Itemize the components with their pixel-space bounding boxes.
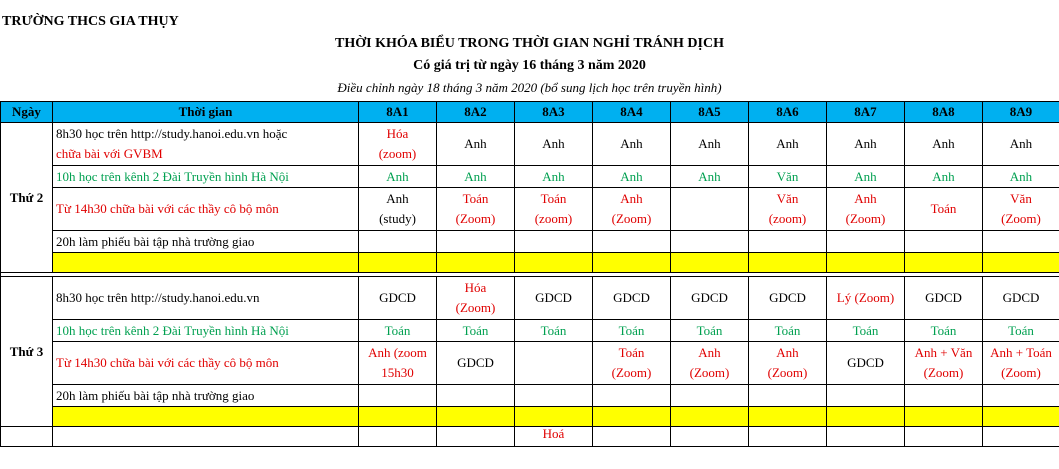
- cell-line: Toán: [462, 322, 489, 338]
- schedule-cell[interactable]: [515, 427, 593, 447]
- cell-line: (Zoom): [611, 365, 652, 380]
- schedule-cell[interactable]: [593, 188, 671, 231]
- schedule-cell[interactable]: [749, 385, 827, 407]
- cell-line: GDCD: [925, 290, 962, 305]
- cell-line: Toán: [462, 191, 489, 206]
- cell-line: GDCD: [535, 290, 572, 305]
- cell-line: (Zoom): [455, 300, 496, 315]
- header-time[interactable]: Thời gian: [53, 102, 359, 123]
- time-slot[interactable]: [53, 123, 359, 166]
- time-slot-line: 10h học trên kênh 2 Đài Truyền hình Hà Nội: [56, 168, 289, 184]
- schedule-cell[interactable]: [671, 166, 749, 188]
- highlight-cell[interactable]: [905, 407, 983, 427]
- highlight-row: [1, 407, 1059, 427]
- schedule-cell[interactable]: [827, 123, 905, 166]
- schedule-cell[interactable]: [827, 277, 905, 320]
- schedule-cell[interactable]: [749, 231, 827, 253]
- schedule-cell[interactable]: [983, 188, 1059, 231]
- schedule-cell[interactable]: [905, 231, 983, 253]
- schedule-cell[interactable]: [437, 188, 515, 231]
- cell-line: Toán: [540, 191, 567, 206]
- header-class-8a6[interactable]: 8A6: [749, 102, 827, 123]
- cell-line: (Zoom): [923, 365, 964, 380]
- schedule-cell[interactable]: [437, 166, 515, 188]
- cell-line: GDCD: [847, 355, 884, 370]
- cell-line: Anh: [464, 136, 487, 151]
- cell-line: (zoom): [768, 211, 807, 226]
- schedule-cell[interactable]: [905, 385, 983, 407]
- time-slot-line: Từ 14h30 chữa bài với các thầy cô bộ môn: [56, 201, 279, 216]
- cell-line: (zoom): [534, 211, 573, 226]
- cell-line: Anh: [932, 136, 955, 151]
- schedule-cell[interactable]: [593, 342, 671, 385]
- schedule-cell[interactable]: [593, 166, 671, 188]
- cell-line: Anh: [854, 191, 877, 206]
- highlight-cell[interactable]: [671, 253, 749, 273]
- header-day[interactable]: Ngày: [1, 102, 53, 123]
- header-class-8a9[interactable]: 8A9: [983, 102, 1059, 123]
- cell-line: Anh: [932, 168, 955, 184]
- cell-line: Văn: [776, 168, 799, 184]
- cell-line: Hóa: [386, 126, 409, 141]
- schedule-cell[interactable]: [671, 277, 749, 320]
- schedule-cell[interactable]: [671, 342, 749, 385]
- empty-cell[interactable]: [53, 427, 359, 447]
- time-slot[interactable]: [53, 342, 359, 385]
- highlight-cell[interactable]: [905, 253, 983, 273]
- cell-line: Anh: [542, 136, 565, 151]
- highlight-cell[interactable]: [827, 253, 905, 273]
- page-title: THỜI KHÓA BIỂU TRONG THỜI GIAN NGHỈ TRÁNH DỊCH: [335, 36, 724, 51]
- schedule-cell[interactable]: [905, 123, 983, 166]
- cell-line: Toán: [930, 201, 957, 216]
- highlight-cell[interactable]: [671, 407, 749, 427]
- schedule-cell[interactable]: [671, 188, 749, 231]
- highlight-cell[interactable]: [53, 407, 359, 427]
- schedule-cell[interactable]: [671, 123, 749, 166]
- cell-line: Anh: [620, 191, 643, 206]
- schedule-cell[interactable]: [905, 188, 983, 231]
- cell-line: (Zoom): [845, 211, 886, 226]
- schedule-cell[interactable]: [359, 231, 437, 253]
- highlight-cell[interactable]: [749, 253, 827, 273]
- highlight-cell[interactable]: [983, 407, 1059, 427]
- time-slot[interactable]: [53, 385, 359, 407]
- schedule-cell[interactable]: [827, 320, 905, 342]
- schedule-cell[interactable]: [437, 320, 515, 342]
- schedule-cell[interactable]: [593, 320, 671, 342]
- schedule-cell[interactable]: [515, 320, 593, 342]
- highlight-cell[interactable]: [515, 253, 593, 273]
- empty-cell[interactable]: [749, 427, 827, 447]
- cell-line: (zoom): [378, 146, 417, 161]
- cell-line: Anh: [620, 168, 643, 184]
- cell-line: GDCD: [769, 290, 806, 305]
- cell-line: Toán: [618, 322, 645, 338]
- cell-line: Anh: [620, 136, 643, 151]
- cell-line: (Zoom): [611, 211, 652, 226]
- schedule-cell[interactable]: [749, 320, 827, 342]
- cell-line: GDCD: [457, 355, 494, 370]
- schedule-cell[interactable]: [437, 385, 515, 407]
- cell-line: Anh: [698, 168, 721, 184]
- highlight-row: [1, 253, 1059, 273]
- time-slot[interactable]: [53, 320, 359, 342]
- cell-line: Anh: [698, 136, 721, 151]
- cell-line: Anh: [1009, 136, 1033, 151]
- schedule-cell[interactable]: [593, 231, 671, 253]
- cell-line: Anh: [776, 136, 799, 151]
- cell-line: Anh: [542, 168, 565, 184]
- cell-line: Hóa: [464, 280, 487, 295]
- school-name: TRƯỜNG THCS GIA THỤY: [2, 14, 179, 29]
- cell-line: Anh: [698, 345, 721, 360]
- empty-cell[interactable]: [671, 427, 749, 447]
- schedule-cell[interactable]: [437, 231, 515, 253]
- schedule-cell[interactable]: [359, 320, 437, 342]
- highlight-cell[interactable]: [515, 407, 593, 427]
- schedule-cell[interactable]: [749, 188, 827, 231]
- schedule-cell[interactable]: [515, 188, 593, 231]
- cell-line: Anh: [854, 168, 877, 184]
- cell-line: Toán: [1008, 322, 1034, 338]
- cell-line: Hoá: [542, 426, 565, 441]
- schedule-cell[interactable]: [671, 231, 749, 253]
- schedule-cell[interactable]: [359, 123, 437, 166]
- cell-line: (study): [379, 211, 416, 226]
- schedule-cell[interactable]: [983, 123, 1059, 166]
- empty-cell[interactable]: [983, 427, 1059, 447]
- empty-cell[interactable]: [827, 427, 905, 447]
- cell-line: Toán: [852, 322, 879, 338]
- highlight-cell[interactable]: [437, 407, 515, 427]
- cell-line: Anh: [776, 345, 799, 360]
- day-label[interactable]: Thứ 3: [1, 277, 53, 427]
- time-slot-line: 20h làm phiếu bài tập nhà trường giao: [56, 233, 255, 249]
- time-slot-line: chữa bài với GVBM: [56, 146, 163, 161]
- schedule-cell[interactable]: [437, 342, 515, 385]
- header-class-8a4[interactable]: 8A4: [593, 102, 671, 123]
- highlight-cell[interactable]: [359, 253, 437, 273]
- highlight-cell[interactable]: [593, 253, 671, 273]
- schedule-cell[interactable]: [905, 320, 983, 342]
- schedule-cell[interactable]: [593, 123, 671, 166]
- schedule-cell[interactable]: [359, 277, 437, 320]
- schedule-cell[interactable]: [983, 166, 1059, 188]
- header-class-8a1[interactable]: 8A1: [359, 102, 437, 123]
- cell-line: Toán: [384, 322, 411, 338]
- schedule-cell[interactable]: [827, 342, 905, 385]
- time-slot-line: Từ 14h30 chữa bài với các thầy cô bộ môn: [56, 355, 279, 370]
- cell-line: Anh: [386, 168, 409, 184]
- time-slot-line: 20h làm phiếu bài tập nhà trường giao: [56, 387, 255, 403]
- cell-line: (Zoom): [1001, 211, 1041, 226]
- highlight-cell[interactable]: [53, 253, 359, 273]
- table-row: [1, 166, 1059, 188]
- schedule-cell[interactable]: [827, 188, 905, 231]
- cell-line: Anh + Toán: [990, 345, 1052, 360]
- schedule-cell[interactable]: [671, 320, 749, 342]
- cell-line: (Zoom): [1001, 365, 1041, 380]
- header-row: [1, 102, 1059, 123]
- header-class-8a7[interactable]: 8A7: [827, 102, 905, 123]
- schedule-cell[interactable]: [359, 385, 437, 407]
- header-class-8a3[interactable]: 8A3: [515, 102, 593, 123]
- schedule-cell[interactable]: [983, 320, 1059, 342]
- cell-line: GDCD: [691, 290, 728, 305]
- schedule-cell[interactable]: [515, 123, 593, 166]
- schedule-cell[interactable]: [827, 166, 905, 188]
- schedule-cell[interactable]: [749, 123, 827, 166]
- table-row: [1, 123, 1059, 166]
- cell-line: Văn: [1010, 191, 1032, 206]
- empty-cell[interactable]: [593, 427, 671, 447]
- time-slot[interactable]: [53, 277, 359, 320]
- cell-line: Anh: [1009, 168, 1033, 184]
- table-row-partial: [1, 427, 1059, 447]
- cell-line: Toán: [930, 322, 957, 338]
- cell-line: Anh (zoom: [368, 345, 427, 360]
- highlight-cell[interactable]: [593, 407, 671, 427]
- cell-line: Anh: [854, 136, 877, 151]
- schedule-cell[interactable]: [749, 166, 827, 188]
- schedule-cell[interactable]: [359, 188, 437, 231]
- table-row: [1, 320, 1059, 342]
- cell-line: GDCD: [613, 290, 650, 305]
- schedule-cell[interactable]: [593, 277, 671, 320]
- table-row: [1, 385, 1059, 407]
- cell-line: Anh + Văn: [914, 345, 973, 360]
- schedule-cell[interactable]: [515, 342, 593, 385]
- time-slot[interactable]: [53, 166, 359, 188]
- time-slot[interactable]: [53, 188, 359, 231]
- table-row: [1, 277, 1059, 320]
- empty-cell[interactable]: [905, 427, 983, 447]
- schedule-cell[interactable]: [359, 342, 437, 385]
- schedule-cell[interactable]: [905, 342, 983, 385]
- schedule-cell[interactable]: [515, 166, 593, 188]
- adjustment-note: Điều chỉnh ngày 18 tháng 3 năm 2020 (bổ sung lịch học trên truyền hình): [337, 80, 722, 95]
- schedule-cell[interactable]: [515, 231, 593, 253]
- schedule-cell[interactable]: [983, 385, 1059, 407]
- highlight-cell[interactable]: [437, 253, 515, 273]
- cell-line: Anh: [386, 191, 409, 206]
- time-slot-line: 10h học trên kênh 2 Đài Truyền hình Hà Nội: [56, 322, 289, 338]
- schedule-cell[interactable]: [593, 385, 671, 407]
- schedule-cell[interactable]: [905, 166, 983, 188]
- cell-line: (Zoom): [689, 365, 730, 380]
- header-class-8a8[interactable]: 8A8: [905, 102, 983, 123]
- schedule-cell[interactable]: [827, 385, 905, 407]
- schedule-cell[interactable]: [749, 277, 827, 320]
- highlight-cell[interactable]: [359, 407, 437, 427]
- schedule-cell[interactable]: [983, 277, 1059, 320]
- empty-cell[interactable]: [359, 427, 437, 447]
- highlight-cell[interactable]: [749, 407, 827, 427]
- time-slot-line: 8h30 học trên http://study.hanoi.edu.vn: [56, 290, 260, 305]
- schedule-cell[interactable]: [983, 342, 1059, 385]
- table-row: [1, 231, 1059, 253]
- timetable: [0, 101, 1059, 447]
- cell-line: GDCD: [1002, 290, 1040, 305]
- schedule-cell[interactable]: [437, 123, 515, 166]
- cell-line: Lý (Zoom): [836, 290, 895, 305]
- cell-line: Toán: [540, 322, 567, 338]
- time-slot-line: 8h30 học trên http://study.hanoi.edu.vn hoặc: [56, 126, 288, 141]
- header-class-8a5[interactable]: 8A5: [671, 102, 749, 123]
- cell-line: (Zoom): [767, 365, 808, 380]
- schedule-cell[interactable]: [671, 385, 749, 407]
- day-label[interactable]: Thứ 2: [1, 123, 53, 273]
- schedule-cell[interactable]: [437, 277, 515, 320]
- cell-line: Anh: [464, 168, 487, 184]
- schedule-cell[interactable]: [749, 342, 827, 385]
- table-row: [1, 188, 1059, 231]
- time-slot[interactable]: [53, 231, 359, 253]
- schedule-cell[interactable]: [905, 277, 983, 320]
- cell-line: Toán: [618, 345, 645, 360]
- schedule-cell[interactable]: [983, 231, 1059, 253]
- table-row: [1, 342, 1059, 385]
- schedule-cell[interactable]: [827, 231, 905, 253]
- schedule-cell[interactable]: [515, 277, 593, 320]
- highlight-cell[interactable]: [827, 407, 905, 427]
- cell-line: Toán: [774, 322, 801, 338]
- empty-cell[interactable]: [1, 427, 53, 447]
- cell-line: Văn: [776, 191, 799, 206]
- cell-line: GDCD: [379, 290, 416, 305]
- cell-line: 15h30: [381, 365, 414, 380]
- schedule-cell[interactable]: [359, 166, 437, 188]
- cell-line: (Zoom): [455, 211, 496, 226]
- validity-subtitle: Có giá trị từ ngày 16 tháng 3 năm 2020: [413, 58, 646, 73]
- cell-line: Toán: [696, 322, 723, 338]
- empty-cell[interactable]: [437, 427, 515, 447]
- highlight-cell[interactable]: [983, 253, 1059, 273]
- schedule-cell[interactable]: [515, 385, 593, 407]
- header-class-8a2[interactable]: 8A2: [437, 102, 515, 123]
